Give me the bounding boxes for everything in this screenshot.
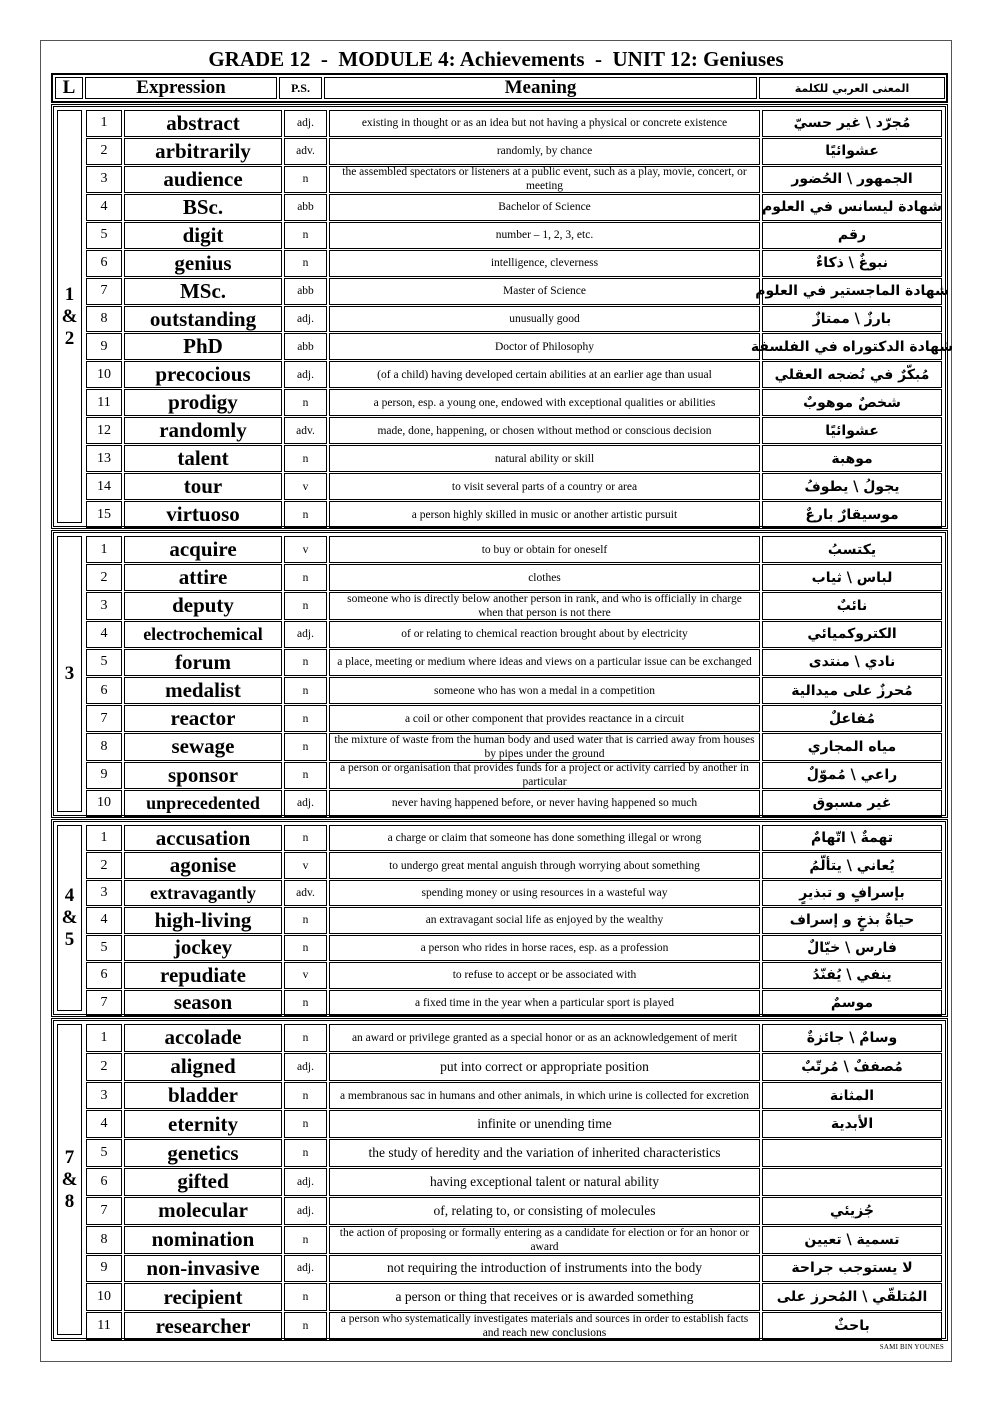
row-number: 7 [86, 278, 122, 305]
part-of-speech: n [284, 564, 327, 591]
table-row [86, 473, 942, 500]
meaning-text: an award or privilege granted as a special honor or as an acknowledgement of merit [329, 1024, 760, 1052]
table-row [86, 1053, 942, 1081]
table-row [86, 705, 942, 732]
meaning-text: a person who systematically investigates materials and sources in order to establish facts and reach new conclusions [329, 1312, 760, 1340]
part-of-speech: n [284, 825, 327, 851]
table-row [86, 1255, 942, 1283]
lesson-label-part: 1 [64, 283, 75, 305]
meaning-text: a person highly skilled in music or another artistic pursuit [329, 501, 760, 528]
part-of-speech: n [284, 1110, 327, 1138]
meaning-text: existing in thought or as an idea but not having a physical or concrete existence [329, 110, 760, 137]
meaning-text: a person or thing that receives or is awarded something [329, 1283, 760, 1311]
table-row [86, 990, 942, 1016]
expression-word: recipient [124, 1283, 282, 1311]
table-row [86, 1082, 942, 1110]
table-row [86, 1226, 942, 1254]
arabic-meaning: حياةُ بذخٍ و إسراف [762, 907, 942, 933]
table-row [86, 278, 949, 305]
meaning-text: a place, meeting or medium where ideas and views on a particular issue can be exchanged [329, 649, 760, 676]
row-number: 14 [86, 473, 122, 500]
lesson-section [51, 819, 948, 1017]
expression-word: nomination [124, 1226, 282, 1254]
table-row [86, 907, 942, 933]
expression-word: PhD [124, 333, 282, 360]
row-number: 6 [86, 250, 122, 277]
meaning-text: to refuse to accept or be associated with [329, 962, 760, 988]
row-number: 5 [86, 222, 122, 249]
table-row [86, 790, 942, 817]
arabic-meaning: المثانة [762, 1082, 942, 1110]
expression-word: season [124, 990, 282, 1016]
table-row [86, 194, 942, 221]
table-row [86, 564, 942, 591]
meaning-text: (of a child) having developed certain abilities at an earlier age than usual [329, 361, 760, 388]
part-of-speech: n [284, 935, 327, 961]
meaning-text: having exceptional talent or natural ability [329, 1168, 760, 1196]
part-of-speech: n [284, 649, 327, 676]
lesson-label [57, 825, 82, 1011]
part-of-speech: adv. [284, 417, 327, 444]
header-l: L [55, 77, 83, 99]
expression-word: researcher [124, 1312, 282, 1340]
part-of-speech: adj. [284, 1168, 327, 1196]
expression-word: attire [124, 564, 282, 591]
part-of-speech: n [284, 166, 327, 193]
table-row [86, 417, 942, 444]
meaning-text: a person, esp. a young one, endowed with exceptional qualities or abilities [329, 389, 760, 416]
expression-word: gifted [124, 1168, 282, 1196]
row-number: 1 [86, 1024, 122, 1052]
arabic-meaning: جُزيئي [762, 1197, 942, 1225]
expression-word: acquire [124, 536, 282, 563]
lesson-label-part: 8 [64, 1190, 75, 1212]
part-of-speech: n [284, 705, 327, 732]
meaning-text: spending money or using resources in a wasteful way [329, 880, 760, 906]
part-of-speech: n [284, 1024, 327, 1052]
part-of-speech: n [284, 389, 327, 416]
table-row [86, 1139, 942, 1167]
meaning-text: of, relating to, or consisting of molecules [329, 1197, 760, 1225]
arabic-meaning: بإسرافٍ و تبذيرٍ [762, 880, 942, 906]
part-of-speech: n [284, 1139, 327, 1167]
expression-word: precocious [124, 361, 282, 388]
part-of-speech: abb [284, 278, 327, 305]
lesson-label-part: 4 [64, 885, 75, 906]
table-row [86, 762, 942, 789]
arabic-meaning: شهادة الماجستير في العلوم [762, 278, 942, 305]
expression-word: sewage [124, 733, 282, 760]
arabic-meaning: عشوائيًا [762, 138, 942, 165]
table-row [86, 333, 954, 360]
part-of-speech: n [284, 677, 327, 704]
expression-word: extravagantly [124, 880, 282, 906]
meaning-text: the study of heredity and the variation of inherited characteristics [329, 1139, 760, 1167]
part-of-speech: n [284, 592, 327, 619]
expression-word: eternity [124, 1110, 282, 1138]
arabic-meaning: لا يستوجب جراحة [762, 1255, 942, 1283]
expression-word: molecular [124, 1197, 282, 1225]
part-of-speech: n [284, 762, 327, 789]
meaning-text: the action of proposing or formally entering as a candidate for election or for an honor or award [329, 1226, 760, 1254]
meaning-text: an extravagant social life as enjoyed by the wealthy [329, 907, 760, 933]
expression-word: arbitrarily [124, 138, 282, 165]
table-row [86, 825, 942, 851]
part-of-speech: adj. [284, 361, 327, 388]
part-of-speech: n [284, 1082, 327, 1110]
part-of-speech: n [284, 222, 327, 249]
arabic-meaning: ينفي \ يُفنّدُ [762, 962, 942, 988]
part-of-speech: n [284, 733, 327, 760]
row-number: 3 [86, 166, 122, 193]
arabic-meaning: شهادة الدكتوراه في الفلسفة [762, 333, 942, 360]
arabic-meaning: يكتسبُ [762, 536, 942, 563]
expression-word: jockey [124, 935, 282, 961]
arabic-meaning: عشوائيًا [762, 417, 942, 444]
arabic-meaning [762, 1139, 942, 1167]
table-row [86, 250, 942, 277]
meaning-text: a person or organisation that provides funds for a project or activity carried by another in particular [329, 762, 760, 789]
lesson-label-part: & [61, 305, 78, 327]
arabic-meaning: تسمية \ تعيين [762, 1226, 942, 1254]
row-number: 9 [86, 762, 122, 789]
expression-word: aligned [124, 1053, 282, 1081]
arabic-meaning: شخصٌ موهوبٌ [762, 389, 942, 416]
table-row [86, 536, 942, 563]
meaning-text: to visit several parts of a country or area [329, 473, 760, 500]
row-number: 13 [86, 445, 122, 472]
arabic-meaning: بارزٌ \ ممتازٌ [762, 306, 942, 333]
arabic-meaning: تهمةٌ \ اتّهامٌ [762, 825, 942, 851]
expression-word: reactor [124, 705, 282, 732]
table-row [86, 1168, 942, 1196]
table-row [86, 592, 942, 619]
header-ps: P.S. [279, 77, 322, 99]
meaning-text: clothes [329, 564, 760, 591]
part-of-speech: n [284, 907, 327, 933]
expression-word: audience [124, 166, 282, 193]
meaning-text: someone who has won a medal in a competition [329, 677, 760, 704]
table-row [86, 1110, 942, 1138]
meaning-text: natural ability or skill [329, 445, 760, 472]
lesson-label-part: & [61, 1168, 78, 1190]
row-number: 5 [86, 1139, 122, 1167]
arabic-meaning: نائبٌ [762, 592, 942, 619]
row-number: 1 [86, 110, 122, 137]
lesson-label [57, 1024, 82, 1335]
expression-word: agonise [124, 852, 282, 878]
expression-word: accusation [124, 825, 282, 851]
row-number: 3 [86, 1082, 122, 1110]
arabic-meaning: فارس \ خيّالٌ [762, 935, 942, 961]
table-row [86, 852, 942, 878]
row-number: 2 [86, 1053, 122, 1081]
table-header [51, 73, 948, 103]
row-number: 4 [86, 621, 122, 648]
lesson-label-part: 5 [64, 929, 75, 950]
part-of-speech: abb [284, 194, 327, 221]
part-of-speech: adv. [284, 880, 327, 906]
meaning-text: infinite or unending time [329, 1110, 760, 1138]
row-number: 1 [86, 825, 122, 851]
arabic-meaning: يُعاني \ يتألّمُ [762, 852, 942, 878]
part-of-speech: v [284, 536, 327, 563]
lesson-label-part: 2 [64, 327, 75, 349]
part-of-speech: n [284, 990, 327, 1016]
lesson-label-part: 7 [64, 1146, 75, 1168]
lesson-section [51, 530, 948, 818]
expression-word: BSc. [124, 194, 282, 221]
table-row [86, 962, 942, 988]
arabic-meaning: مُجرّد \ غير حسيّ [762, 110, 942, 137]
row-number: 10 [86, 1283, 122, 1311]
row-number: 7 [86, 990, 122, 1016]
table-row [86, 222, 942, 249]
table-row [86, 361, 942, 388]
arabic-meaning: الجمهور \ الحُضور [762, 166, 942, 193]
meaning-text: intelligence, cleverness [329, 250, 760, 277]
expression-word: randomly [124, 417, 282, 444]
table-row [86, 1283, 942, 1311]
table-row [86, 389, 942, 416]
table-row [86, 306, 942, 333]
row-number: 11 [86, 389, 122, 416]
meaning-text: a membranous sac in humans and other animals, in which urine is collected for excretion [329, 1082, 760, 1110]
meaning-text: a fixed time in the year when a particular sport is played [329, 990, 760, 1016]
part-of-speech: n [284, 1283, 327, 1311]
row-number: 3 [86, 880, 122, 906]
arabic-meaning: موهبة [762, 445, 942, 472]
arabic-meaning: باحثٌ [762, 1312, 942, 1340]
arabic-meaning: لباس \ ثياب [762, 564, 942, 591]
table-row [86, 1024, 942, 1052]
row-number: 6 [86, 677, 122, 704]
row-number: 8 [86, 1226, 122, 1254]
expression-word: bladder [124, 1082, 282, 1110]
page-title: GRADE 12 - MODULE 4: Achievements - UNIT 12: Geniuses [208, 47, 784, 71]
expression-word: unprecedented [124, 790, 282, 817]
table-row [86, 1312, 942, 1340]
meaning-text: someone who is directly below another person in rank, and who is officially in charge when that person is not there [329, 592, 760, 619]
table-row [86, 649, 942, 676]
meaning-text: a coil or other component that provides reactance in a circuit [329, 705, 760, 732]
row-number: 4 [86, 194, 122, 221]
expression-word: virtuoso [124, 501, 282, 528]
expression-word: high-living [124, 907, 282, 933]
expression-word: accolade [124, 1024, 282, 1052]
arabic-meaning: مُفاعلٌ [762, 705, 942, 732]
arabic-meaning: يجولُ \ يطوفُ [762, 473, 942, 500]
arabic-meaning: مياه المجاري [762, 733, 942, 760]
part-of-speech: n [284, 501, 327, 528]
lesson-label [57, 536, 82, 812]
lesson-label-part: 3 [64, 663, 75, 684]
expression-word: non-invasive [124, 1255, 282, 1283]
table-row [86, 621, 942, 648]
row-number: 7 [86, 1197, 122, 1225]
meaning-text: number – 1, 2, 3, etc. [329, 222, 760, 249]
arabic-meaning: رقم [762, 222, 942, 249]
meaning-text: to buy or obtain for oneself [329, 536, 760, 563]
expression-word: talent [124, 445, 282, 472]
part-of-speech: adj. [284, 790, 327, 817]
table-row [86, 501, 942, 528]
part-of-speech: v [284, 852, 327, 878]
arabic-meaning: المُتلقّي \ المُحرز على [762, 1283, 942, 1311]
expression-word: electrochemical [124, 621, 282, 648]
part-of-speech: v [284, 962, 327, 988]
expression-word: repudiate [124, 962, 282, 988]
expression-word: genius [124, 250, 282, 277]
meaning-text: Doctor of Philosophy [329, 333, 760, 360]
meaning-text: a charge or claim that someone has done something illegal or wrong [329, 825, 760, 851]
row-number: 2 [86, 138, 122, 165]
expression-word: outstanding [124, 306, 282, 333]
expression-word: deputy [124, 592, 282, 619]
part-of-speech: adj. [284, 1053, 327, 1081]
arabic-meaning: وسامٌ \ جائزةٌ [762, 1024, 942, 1052]
expression-word: prodigy [124, 389, 282, 416]
row-number: 6 [86, 962, 122, 988]
row-number: 15 [86, 501, 122, 528]
part-of-speech: adj. [284, 110, 327, 137]
part-of-speech: adv. [284, 138, 327, 165]
arabic-meaning: نبوغٌ \ ذكاءٌ [762, 250, 942, 277]
part-of-speech: n [284, 1312, 327, 1340]
part-of-speech: abb [284, 333, 327, 360]
meaning-text: made, done, happening, or chosen without method or conscious decision [329, 417, 760, 444]
expression-word: abstract [124, 110, 282, 137]
arabic-meaning: موسمٌ [762, 990, 942, 1016]
row-number: 12 [86, 417, 122, 444]
row-number: 8 [86, 733, 122, 760]
row-number: 11 [86, 1312, 122, 1340]
table-row [86, 677, 942, 704]
lesson-section [51, 1018, 948, 1341]
arabic-meaning: شهادة ليسانس في العلوم [762, 194, 942, 221]
meaning-text: put into correct or appropriate position [329, 1053, 760, 1081]
part-of-speech: v [284, 473, 327, 500]
meaning-text: the assembled spectators or listeners at a public event, such as a play, movie, concert, or meeting [329, 166, 760, 193]
row-number: 5 [86, 649, 122, 676]
part-of-speech: n [284, 445, 327, 472]
arabic-meaning: مُصففٌ \ مُرتّبٌ [762, 1053, 942, 1081]
table-row [86, 880, 942, 906]
row-number: 10 [86, 790, 122, 817]
expression-word: digit [124, 222, 282, 249]
meaning-text: of or relating to chemical reaction brought about by electricity [329, 621, 760, 648]
arabic-meaning: الأبدية [762, 1110, 942, 1138]
table-row [86, 166, 942, 193]
meaning-text: a person who rides in horse races, esp. as a profession [329, 935, 760, 961]
header-expression: Expression [85, 77, 277, 99]
arabic-meaning: مُبكّرٌ في نُضجه العقلي [762, 361, 942, 388]
arabic-meaning: الكتروكميائي [762, 621, 942, 648]
part-of-speech: adj. [284, 1255, 327, 1283]
table-row [86, 138, 942, 165]
row-number: 9 [86, 333, 122, 360]
table-row [86, 110, 942, 137]
meaning-text: the mixture of waste from the human body and used water that is carried away from houses by pipes under the ground [329, 733, 760, 760]
table-row [86, 935, 942, 961]
row-number: 7 [86, 705, 122, 732]
meaning-text: to undergo great mental anguish through worrying about something [329, 852, 760, 878]
part-of-speech: adj. [284, 306, 327, 333]
row-number: 3 [86, 592, 122, 619]
header-meaning: Meaning [324, 77, 757, 99]
table-row [86, 1197, 942, 1225]
part-of-speech: n [284, 250, 327, 277]
table-row [86, 733, 942, 760]
part-of-speech: adj. [284, 1197, 327, 1225]
expression-word: forum [124, 649, 282, 676]
row-number: 10 [86, 361, 122, 388]
table-row [86, 445, 942, 472]
meaning-text: unusually good [329, 306, 760, 333]
lesson-section [51, 104, 954, 529]
part-of-speech: adj. [284, 621, 327, 648]
arabic-meaning: غير مسبوق [762, 790, 942, 817]
row-number: 4 [86, 1110, 122, 1138]
row-number: 9 [86, 1255, 122, 1283]
part-of-speech: n [284, 1226, 327, 1254]
row-number: 4 [86, 907, 122, 933]
row-number: 8 [86, 306, 122, 333]
lesson-label [57, 110, 82, 523]
header-arabic: المعنى العربي للكلمة [759, 77, 945, 99]
expression-word: medalist [124, 677, 282, 704]
row-number: 1 [86, 536, 122, 563]
expression-word: sponsor [124, 762, 282, 789]
row-number: 5 [86, 935, 122, 961]
row-number: 2 [86, 852, 122, 878]
meaning-text: Master of Science [329, 278, 760, 305]
meaning-text: never having happened before, or never having happened so much [329, 790, 760, 817]
author-credit: SAMI BIN YOUNES [879, 1343, 944, 1351]
arabic-meaning: راعي \ مُموّلٌ [762, 762, 942, 789]
meaning-text: not requiring the introduction of instruments into the body [329, 1255, 760, 1283]
arabic-meaning: نادي \ منتدى [762, 649, 942, 676]
expression-word: MSc. [124, 278, 282, 305]
expression-word: genetics [124, 1139, 282, 1167]
row-number: 2 [86, 564, 122, 591]
arabic-meaning: موسيقارٌ بارعٌ [762, 501, 942, 528]
arabic-meaning: مُحرزٌ على ميدالية [762, 677, 942, 704]
lesson-label-part: & [61, 907, 78, 928]
meaning-text: randomly, by chance [329, 138, 760, 165]
expression-word: tour [124, 473, 282, 500]
row-number: 6 [86, 1168, 122, 1196]
arabic-meaning [762, 1168, 942, 1196]
meaning-text: Bachelor of Science [329, 194, 760, 221]
